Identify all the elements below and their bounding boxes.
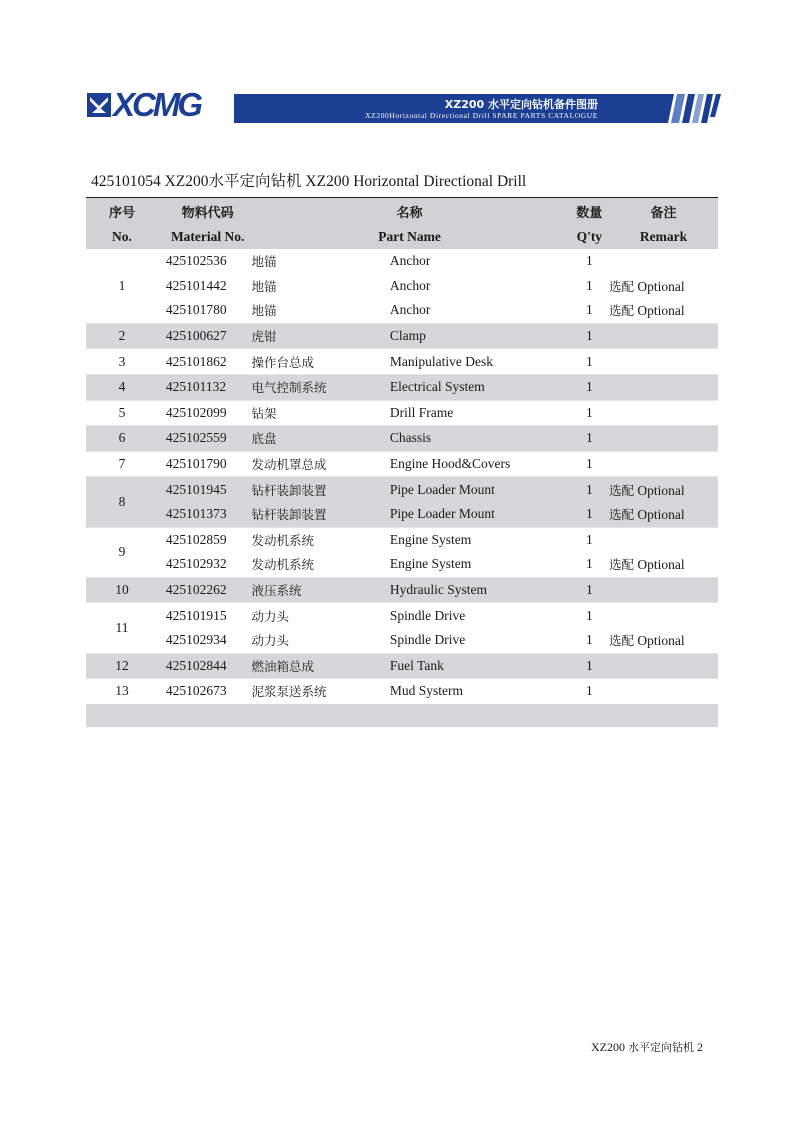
cell-remark [609,249,718,274]
header-stripes-decoration [664,92,729,126]
cell-qty: 1 [585,253,593,269]
cell-material-no: 425102099 [158,400,250,426]
cell-remark [609,603,718,628]
table-header-en-row [86,225,718,249]
cell-remark [609,323,718,349]
table-row [86,552,718,577]
table-row [86,477,718,502]
table-row [86,628,718,653]
table-row [86,274,718,299]
cell-name-cn: 动力头 [251,633,289,649]
cell-item-no: 6 [86,426,158,452]
cell-qty: 1 [570,653,609,679]
cell-qty: 1 [570,577,609,603]
cell-name-cn: 钻杆装卸装置 [249,477,389,502]
table-row [86,323,718,349]
cell-remark [609,502,718,527]
cell-item-no: 11 [86,603,158,653]
cell-item-no: 9 [86,527,158,577]
cell-item-no: 1 [118,277,126,293]
remark-cn: 选配 [608,633,634,649]
cell-qty: 1 [570,451,609,477]
cell-remark [609,426,718,452]
page-footer [591,1039,703,1055]
cell-name-en: Electrical System [390,374,570,400]
footer-model: XZ200 [591,1040,625,1054]
cell-name-en: Pipe Loader Mount [390,477,570,502]
cell-name-cn: 地锚 [251,278,277,294]
cell-name-en: Drill Frame [390,400,570,426]
cell-qty: 1 [570,400,609,426]
remark-en: Optional [637,633,685,649]
parts-table-body [86,249,718,727]
catalogue-header [87,86,727,126]
remark-en: Optional [637,557,685,573]
cell-name-cn: 液压系统 [249,577,389,603]
cell-qty: 1 [585,277,593,293]
catalogue-subtitle-en: XZ200Horizontal Directional Drill SPARE PARTS CATALOGUE [365,111,598,120]
cell-name-en: Anchor [389,302,431,318]
header-remark-cn: 备注 [609,198,718,226]
remark-cn: 选配 [608,278,634,294]
remark-en: Optional [637,303,685,319]
cell-qty: 1 [570,603,609,628]
cell-material-no: 425102536 [165,253,227,269]
header-band [234,94,664,123]
cell-name-cn: 钻杆装卸装置 [249,502,389,527]
cell-item-no: 10 [86,577,158,603]
xcmg-logo-icon [87,93,111,117]
cell-remark [609,298,718,323]
table-header-cn-row [86,198,718,226]
cell-name-cn: 钻架 [249,400,389,426]
cell-material-no: 425101862 [158,349,250,375]
cell-name-en: Clamp [390,323,570,349]
cell-remark [609,577,718,603]
cell-name-en: Fuel Tank [390,653,570,679]
cell-qty: 1 [585,302,593,318]
cell-remark [609,374,718,400]
cell-name-cn: 操作台总成 [249,349,389,375]
header-qty-cn: 数量 [570,198,609,226]
cell-qty: 1 [570,477,609,502]
cell-name-cn: 地锚 [251,254,277,270]
header-name-cn: 名称 [249,198,569,226]
cell-name-en: Manipulative Desk [390,349,570,375]
cell-name-en: Spindle Drive [389,632,466,648]
table-row [86,603,718,628]
logo-wordmark: XCMG [113,86,200,123]
cell-item-no: 3 [86,349,158,375]
remark-en: Optional [637,507,685,523]
page-number: 2 [697,1040,703,1054]
cell-name-cn: 虎钳 [249,323,389,349]
cell-item-no: 4 [86,374,158,400]
cell-name-cn: 泥浆泵送系统 [249,679,389,704]
cell-name-en: Engine System [389,556,472,572]
header-no-en: No. [86,225,158,249]
cell-material-no: 425102673 [158,679,250,704]
table-row [86,349,718,375]
cell-name-en: Hydraulic System [390,577,570,603]
cell-name-en: Engine Hood&Covers [390,451,570,477]
cell-material-no: 425102934 [165,632,227,648]
cell-material-no: 425101915 [158,603,250,628]
footer-product-cn: 水平定向钻机 [628,1041,694,1054]
cell-name-cn: 发动机系统 [251,557,314,573]
table-row [86,653,718,679]
cell-name-en: Mud Systerm [390,679,570,704]
remark-en: Optional [637,278,685,294]
cell-remark [609,274,718,299]
cell-qty: 1 [570,502,609,527]
cell-material-no: 425100627 [158,323,250,349]
cell-material-no: 425102559 [158,426,250,452]
cell-remark [609,552,718,577]
table-row [86,527,718,552]
cell-remark [609,527,718,552]
cell-name-cn: 底盘 [249,426,389,452]
cell-material-no: 425102262 [158,577,250,603]
cell-item-no: 2 [86,323,158,349]
cell-qty: 1 [570,349,609,375]
cell-qty: 1 [570,679,609,704]
cell-qty: 1 [570,323,609,349]
remark-cn: 选配 [608,482,634,498]
cell-remark [609,400,718,426]
cell-material-no: 425102932 [165,556,227,572]
cell-name-cn: 地锚 [251,303,277,319]
header-material-cn: 物料代码 [158,198,250,226]
cell-remark [609,477,718,502]
cell-item-no: 12 [86,653,158,679]
cell-name-cn: 燃油箱总成 [249,653,389,679]
cell-item-no: 5 [86,400,158,426]
cell-item-no: 8 [86,477,158,527]
cell-remark [609,451,718,477]
cell-name-en: Anchor [389,277,431,293]
cell-item-no: 7 [86,451,158,477]
header-remark-en: Remark [609,225,718,249]
cell-name-cn: 电气控制系统 [249,374,389,400]
cell-qty: 1 [585,556,593,572]
header-no-cn: 序号 [86,198,158,226]
table-row [86,298,718,323]
document-title: 425101054 XZ200水平定向钻机 XZ200 Horizontal Directional Drill [91,173,527,190]
cell-name-cn: 发动机系统 [249,527,389,552]
cell-name-en: Spindle Drive [390,603,570,628]
empty-cell [86,704,718,727]
cell-name-cn: 发动机罩总成 [249,451,389,477]
cell-remark [609,679,718,704]
cell-qty: 1 [585,632,593,648]
cell-name-en: Anchor [389,253,431,269]
parts-table [86,197,718,727]
cell-name-cn: 动力头 [249,603,389,628]
remark-en: Optional [637,482,685,498]
cell-remark [609,349,718,375]
cell-qty: 1 [570,527,609,552]
cell-material-no: 425101373 [158,502,250,527]
table-row [86,426,718,452]
table-row [86,400,718,426]
cell-material-no: 425101132 [158,374,250,400]
cell-remark [609,628,718,653]
cell-remark [609,653,718,679]
cell-material-no: 425101442 [165,277,227,293]
header-name-en: Part Name [249,225,569,249]
catalogue-title-cn: XZ200 水平定向钻机备件图册 [444,98,598,111]
cell-qty: 1 [570,426,609,452]
cell-name-en: Pipe Loader Mount [390,502,570,527]
table-row [86,249,718,274]
table-row [86,502,718,527]
cell-qty: 1 [570,374,609,400]
cell-material-no: 425102844 [158,653,250,679]
header-material-en: Material No. [158,225,250,249]
cell-item-no: 13 [86,679,158,704]
cell-material-no: 425102859 [158,527,250,552]
cell-material-no: 425101945 [158,477,250,502]
cell-material-no: 425101780 [165,302,227,318]
table-row [86,679,718,704]
cell-name-en: Engine System [390,527,570,552]
cell-name-en: Chassis [390,426,570,452]
table-row [86,577,718,603]
remark-cn: 选配 [608,557,634,573]
table-row [86,451,718,477]
header-qty-en: Q'ty [570,225,609,249]
remark-cn: 选配 [608,303,634,319]
table-footer-row [86,704,718,727]
remark-cn: 选配 [608,507,634,523]
table-row [86,374,718,400]
cell-material-no: 425101790 [158,451,250,477]
